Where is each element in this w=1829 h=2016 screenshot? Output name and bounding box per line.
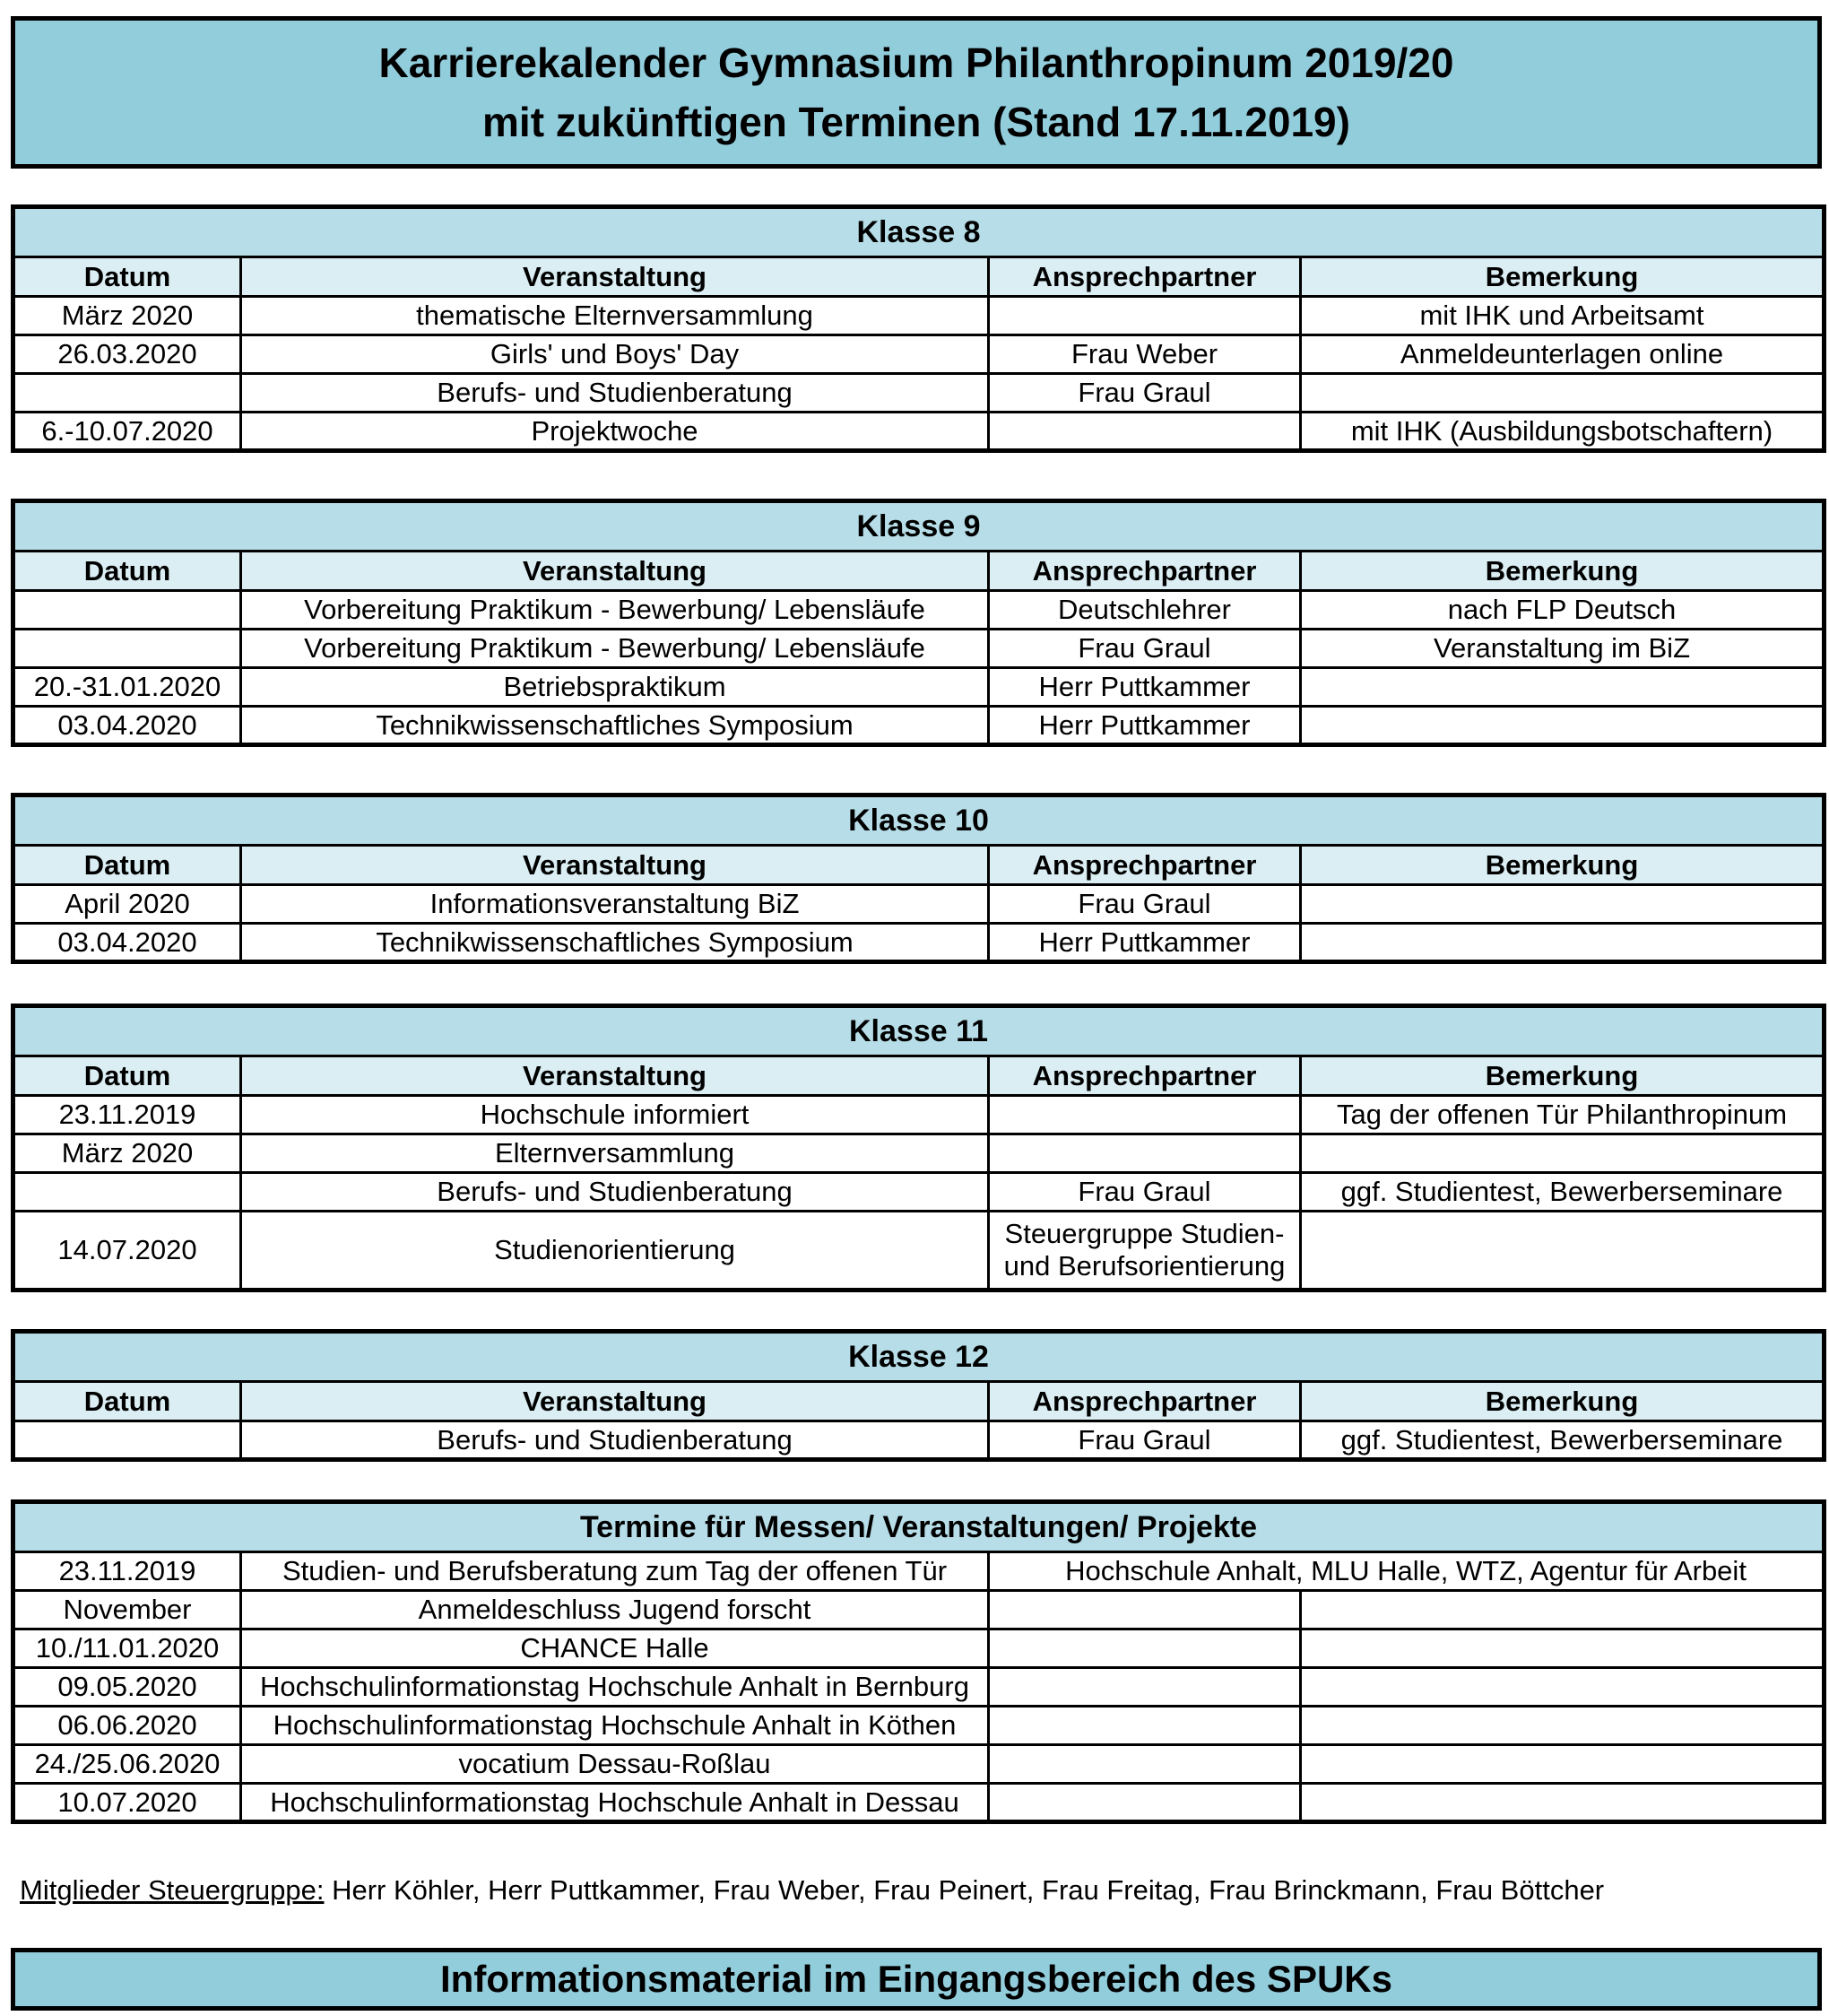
col-header-datum: Datum [13,1382,241,1421]
cell-ansprechpartner [989,1591,1301,1629]
cell-bemerkung [1301,374,1825,413]
page-title: Karrierekalender Gymnasium Philanthropinum 2019/20 [378,39,1454,86]
table-row [13,924,1825,962]
table-row [13,413,1825,451]
cell-datum: 23.11.2019 [13,1552,241,1591]
cell-datum [13,630,241,668]
cell-bemerkung: Hochschule Anhalt, MLU Halle, WTZ, Agentur für Arbeit [989,1552,1825,1591]
cell-bemerkung [1301,1784,1825,1822]
cell-datum: November [13,1591,241,1629]
cell-bemerkung [1301,1745,1825,1784]
cell-ansprechpartner: Herr Puttkammer [989,707,1301,745]
table-row [13,335,1825,374]
cell-ansprechpartner [989,413,1301,451]
cell-veranstaltung: Projektwoche [241,413,989,451]
cell-ansprechpartner: Frau Weber [989,335,1301,374]
cell-ansprechpartner: Frau Graul [989,1421,1301,1460]
cell-veranstaltung: thematische Elternversammlung [241,297,989,335]
cell-bemerkung: Anmeldeunterlagen online [1301,335,1825,374]
cell-bemerkung [1301,924,1825,962]
table-klasse-12 [11,1329,1826,1462]
table-klasse-11 [11,1004,1826,1292]
col-header-bemerkung: Bemerkung [1301,257,1825,297]
cell-veranstaltung: Informationsveranstaltung BiZ [241,885,989,924]
table-row [13,1745,1825,1784]
col-header-ansprechpartner: Ansprechpartner [989,1382,1301,1421]
col-header-ansprechpartner: Ansprechpartner [989,846,1301,885]
cell-bemerkung [1301,885,1825,924]
cell-ansprechpartner [989,1745,1301,1784]
footer-text: Informationsmaterial im Eingangsbereich des SPUKs [440,1958,1392,2000]
cell-datum: 10./11.01.2020 [13,1629,241,1668]
table-row [13,1173,1825,1212]
cell-bemerkung [1301,1668,1825,1707]
cell-datum [13,1173,241,1212]
table-row [13,1552,1825,1591]
col-header-datum: Datum [13,552,241,591]
cell-datum: März 2020 [13,297,241,335]
cell-veranstaltung: Hochschule informiert [241,1096,989,1134]
section-title: Klasse 8 [13,207,1825,257]
table-row [13,1421,1825,1460]
table-klasse-9 [11,499,1826,747]
table-row [13,1096,1825,1134]
cell-bemerkung [1301,707,1825,745]
col-header-veranstaltung: Veranstaltung [241,1056,989,1096]
col-header-bemerkung: Bemerkung [1301,846,1825,885]
cell-datum: 03.04.2020 [13,924,241,962]
col-header-datum: Datum [13,846,241,885]
section-title: Klasse 12 [13,1332,1825,1382]
cell-veranstaltung: Hochschulinformationstag Hochschule Anhalt in Bernburg [241,1668,989,1707]
cell-datum: April 2020 [13,885,241,924]
cell-ansprechpartner [989,297,1301,335]
cell-bemerkung: Tag der offenen Tür Philanthropinum [1301,1096,1825,1134]
col-header-ansprechpartner: Ansprechpartner [989,1056,1301,1096]
cell-veranstaltung: Vorbereitung Praktikum - Bewerbung/ Lebensläufe [241,591,989,630]
col-header-veranstaltung: Veranstaltung [241,552,989,591]
cell-veranstaltung: Berufs- und Studienberatung [241,1421,989,1460]
cell-veranstaltung: Vorbereitung Praktikum - Bewerbung/ Lebensläufe [241,630,989,668]
table-klasse-8 [11,204,1826,453]
cell-datum: 20.-31.01.2020 [13,668,241,707]
cell-ansprechpartner: Frau Graul [989,630,1301,668]
cell-ansprechpartner [989,1707,1301,1745]
table-row [13,1629,1825,1668]
cell-veranstaltung: Berufs- und Studienberatung [241,1173,989,1212]
table-row [13,591,1825,630]
cell-ansprechpartner: Frau Graul [989,885,1301,924]
cell-datum: März 2020 [13,1134,241,1173]
cell-bemerkung: mit IHK (Ausbildungsbotschaftern) [1301,413,1825,451]
cell-veranstaltung: Technikwissenschaftliches Symposium [241,707,989,745]
cell-datum [13,374,241,413]
cell-veranstaltung: Elternversammlung [241,1134,989,1173]
cell-datum: 26.03.2020 [13,335,241,374]
section-title: Klasse 11 [13,1006,1825,1056]
col-header-datum: Datum [13,257,241,297]
table-row [13,630,1825,668]
cell-datum: 03.04.2020 [13,707,241,745]
cell-datum: 06.06.2020 [13,1707,241,1745]
table-row [13,885,1825,924]
cell-bemerkung: nach FLP Deutsch [1301,591,1825,630]
table-row [13,374,1825,413]
table-row [13,297,1825,335]
table-row [13,1784,1825,1822]
cell-datum: 14.07.2020 [13,1212,241,1290]
col-header-ansprechpartner: Ansprechpartner [989,257,1301,297]
section-title: Klasse 10 [13,795,1825,846]
cell-bemerkung [1301,668,1825,707]
members-names: Herr Köhler, Herr Puttkammer, Frau Weber, Frau Peinert, Frau Freitag, Frau Brinckmann, Frau Böttcher [324,1874,1605,1906]
page-subtitle: mit zukünftigen Terminen (Stand 17.11.2019) [482,99,1350,145]
cell-veranstaltung: Berufs- und Studienberatung [241,374,989,413]
table-row [13,1707,1825,1745]
col-header-bemerkung: Bemerkung [1301,1382,1825,1421]
cell-ansprechpartner [989,1784,1301,1822]
col-header-ansprechpartner: Ansprechpartner [989,552,1301,591]
cell-veranstaltung: CHANCE Halle [241,1629,989,1668]
table-row [13,1134,1825,1173]
cell-bemerkung [1301,1707,1825,1745]
section-title: Klasse 9 [13,501,1825,552]
cell-veranstaltung: Technikwissenschaftliches Symposium [241,924,989,962]
cell-ansprechpartner: Steuergruppe Studien- und Berufsorientierung [989,1212,1301,1290]
cell-bemerkung [1301,1629,1825,1668]
cell-ansprechpartner [989,1629,1301,1668]
cell-veranstaltung: Studienorientierung [241,1212,989,1290]
cell-ansprechpartner [989,1134,1301,1173]
cell-veranstaltung: Hochschulinformationstag Hochschule Anhalt in Dessau [241,1784,989,1822]
col-header-bemerkung: Bemerkung [1301,552,1825,591]
cell-bemerkung: mit IHK und Arbeitsamt [1301,297,1825,335]
table-klasse-10 [11,793,1826,964]
cell-datum: 10.07.2020 [13,1784,241,1822]
cell-datum: 23.11.2019 [13,1096,241,1134]
cell-bemerkung [1301,1134,1825,1173]
cell-datum: 24./25.06.2020 [13,1745,241,1784]
cell-ansprechpartner [989,1668,1301,1707]
table-row [13,668,1825,707]
table-row [13,1668,1825,1707]
table-row [13,1591,1825,1629]
cell-bemerkung [1301,1212,1825,1290]
cell-ansprechpartner: Deutschlehrer [989,591,1301,630]
cell-ansprechpartner: Herr Puttkammer [989,668,1301,707]
cell-bemerkung: Veranstaltung im BiZ [1301,630,1825,668]
cell-veranstaltung: Studien- und Berufsberatung zum Tag der offenen Tür [241,1552,989,1591]
cell-ansprechpartner: Herr Puttkammer [989,924,1301,962]
cell-bemerkung [1301,1591,1825,1629]
footer-banner [11,1948,1822,2011]
cell-ansprechpartner [989,1096,1301,1134]
cell-ansprechpartner: Frau Graul [989,374,1301,413]
steuergruppe-members [20,1874,1604,1907]
cell-datum [13,1421,241,1460]
table-row [13,1212,1825,1290]
cell-veranstaltung: vocatium Dessau-Roßlau [241,1745,989,1784]
cell-datum: 09.05.2020 [13,1668,241,1707]
col-header-datum: Datum [13,1056,241,1096]
cell-veranstaltung: Hochschulinformationstag Hochschule Anhalt in Köthen [241,1707,989,1745]
section-title: Termine für Messen/ Veranstaltungen/ Projekte [13,1502,1825,1552]
col-header-veranstaltung: Veranstaltung [241,846,989,885]
cell-ansprechpartner: Frau Graul [989,1173,1301,1212]
col-header-veranstaltung: Veranstaltung [241,257,989,297]
title-box [11,16,1822,169]
cell-bemerkung: ggf. Studientest, Bewerberseminare [1301,1421,1825,1460]
cell-bemerkung: ggf. Studientest, Bewerberseminare [1301,1173,1825,1212]
cell-veranstaltung: Betriebspraktikum [241,668,989,707]
table-messen [11,1499,1826,1824]
table-row [13,707,1825,745]
cell-veranstaltung: Anmeldeschluss Jugend forscht [241,1591,989,1629]
cell-veranstaltung: Girls' und Boys' Day [241,335,989,374]
cell-datum: 6.-10.07.2020 [13,413,241,451]
col-header-veranstaltung: Veranstaltung [241,1382,989,1421]
members-label: Mitglieder Steuergruppe: [20,1874,325,1906]
cell-datum [13,591,241,630]
col-header-bemerkung: Bemerkung [1301,1056,1825,1096]
